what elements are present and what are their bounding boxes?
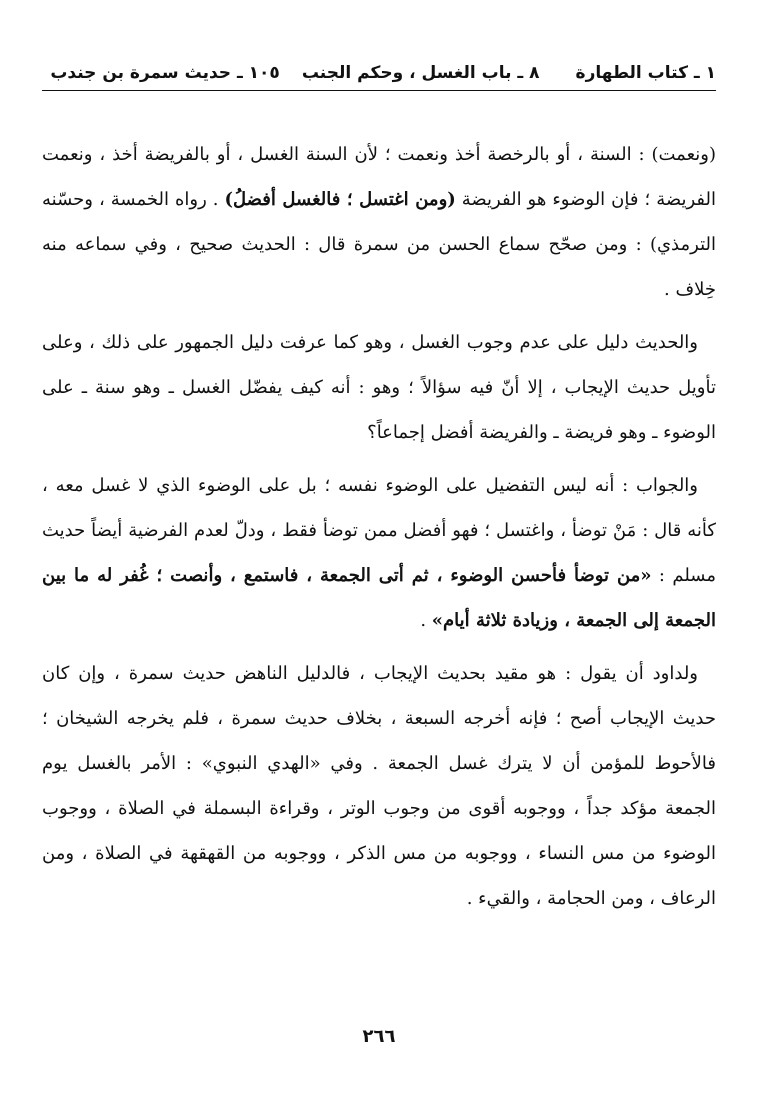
paragraph-3 (42, 463, 716, 643)
paragraph-3-text-a: والجواب : أنه ليس التفضيل على الوضوء نفسه ؛ بل على الوضوء الذي لا غسل معه ، كأنه قال : مَنْ توضأ ، واغتسل ؛ فهو أفضل ممن توضأ فقط ، ودلّ لعدم الفرضية أيضاً حديث مسلم : (42, 475, 716, 586)
running-header (42, 56, 716, 91)
page-number: ٢٦٦ (362, 1026, 396, 1047)
paragraph-1-bold-quote: (ومن اغتسل ؛ فالغسل أفضلُ) (224, 189, 456, 210)
paragraph-4: ولداود أن يقول : هو مقيد بحديث الإيجاب ، فالدليل الناهض حديث سمرة ، وإن كان حديث الإيجاب أصح ؛ فإنه أخرجه السبعة ، بخلاف حديث سمرة ، فلم يخرجه الشيخان ؛ فالأحوط للمؤمن أن لا يترك غسل الجمعة . وفي «الهدي النبوي» : الأمر بالغسل يوم الجمعة مؤكد جداً ، ووجوبه أقوى من وجوب الوتر ، وقراءة البسملة في الصلاة ، ووجوب الوضوء من مس النساء ، ووجوبه من مس الذكر ، ووجوبه من القهقهة في الصلاة ، ومن الرعاف ، ومن الحجامة ، والقيء . (42, 663, 716, 909)
header-chapter-title: ٨ ـ باب الغسل ، وحكم الجنب (301, 63, 540, 83)
page-body (42, 132, 716, 929)
header-book-title: ١ ـ كتاب الطهارة (575, 63, 716, 83)
paragraph-1-text-c: . رواه الخمسة ، وحسّنه الترمذي) : ومن صحّح سماع الحسن من سمرة قال : الحديث صحيح ، وفي سماعه منه خِلاف . (42, 189, 716, 300)
header-hadith-title: ١٠٥ ـ حديث سمرة بن جندب (50, 63, 280, 83)
paragraph-3-text-c: . (420, 610, 432, 631)
paragraph-2: والحديث دليل على عدم وجوب الغسل ، وهو كما عرفت دليل الجمهور على ذلك ، وعلى تأويل حديث الإيجاب ، إلا أنّ فيه سؤالاً ؛ وهو : أنه كيف يفضّل الغسل ـ وهو سنة ـ على الوضوء ـ وهو فريضة ـ والفريضة أفضل إجماعاً؟ (42, 332, 716, 443)
paragraph-3-bold-hadith: «من توضأ فأحسن الوضوء ، ثم أتى الجمعة ، فاستمع ، وأنصت ؛ غُفر له ما بين الجمعة إلى الجمعة ، وزيادة ثلاثة أيام» (42, 565, 716, 631)
paragraph-1-text-a: (ونعمت) : السنة ، أو بالرخصة أخذ ونعمت ؛ لأن السنة الغسل ، أو بالفريضة أخذ ، ونعمت الفريضة ؛ فإن الوضوء هو الفريضة (42, 144, 716, 210)
paragraph-1 (42, 132, 716, 312)
